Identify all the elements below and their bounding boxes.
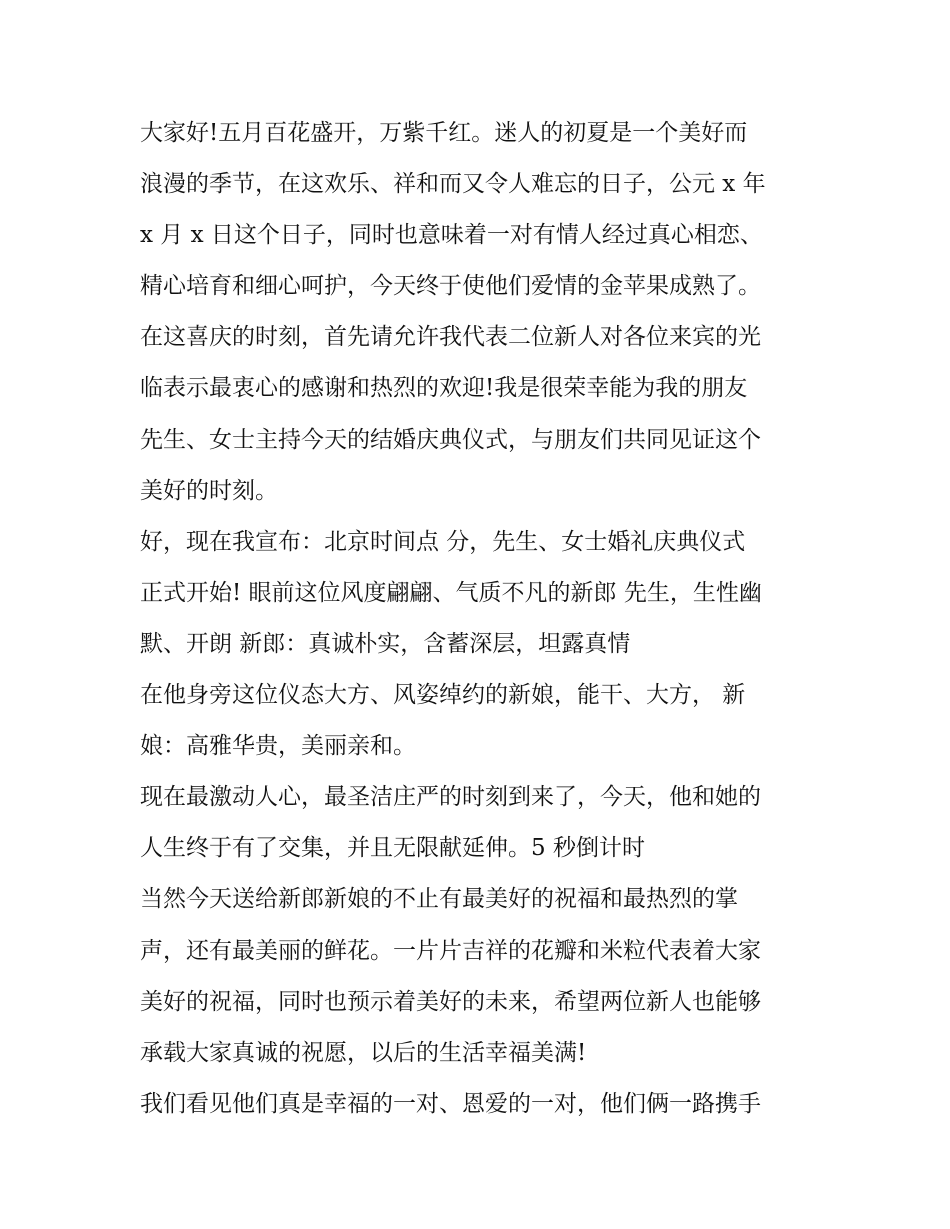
text-line: 人生终于有了交集，并且无限献延伸。5 秒倒计时 (140, 835, 645, 862)
text-line: 娘：高雅华贵，美丽亲和。 (140, 733, 416, 760)
text-line: 现在最激动人心，最圣洁庄严的时刻到来了，今天，他和她的 (140, 784, 761, 811)
text-line: 默、开朗 新郎：真诚朴实，含蓄深层，坦露真情 (140, 630, 631, 657)
body-text (140, 108, 830, 1130)
text-line: 美好的祝福，同时也预示着美好的未来，希望两位新人也能够 (140, 988, 761, 1015)
text-line: 我们看见他们真是幸福的一对、恩爱的一对，他们俩一路携手 (140, 1090, 761, 1117)
text-line: 承载大家真诚的祝愿，以后的生活幸福美满! (140, 1039, 587, 1066)
text-line: 当然今天送给新郎新娘的不止有最美好的祝福和最热烈的掌 (140, 886, 738, 913)
text-line: 在这喜庆的时刻，首先请允许我代表二位新人对各位来宾的光 (140, 324, 761, 351)
text-line: 好，现在我宣布：北京时间点 分，先生、女士婚礼庆典仪式 (140, 528, 746, 555)
text-line: 声，还有最美丽的鲜花。一片片吉祥的花瓣和米粒代表着大家 (140, 937, 761, 964)
text-line: 精心培育和细心呵护，今天终于使他们爱情的金苹果成熟了。 (140, 273, 761, 300)
text-line: 大家好!五月百花盛开，万紫千红。迷人的初夏是一个美好而 (140, 120, 748, 146)
text-line: 临表示最衷心的感谢和热烈的欢迎!我是很荣幸能为我的朋友 (140, 375, 748, 402)
text-line: 在他身旁这位仪态大方、风姿绰约的新娘，能干、大方， 新 (140, 682, 746, 709)
text-line: 美好的时刻。 (140, 477, 278, 504)
text-line: 先生、女士主持今天的结婚庆典仪式，与朋友们共同见证这个 (140, 426, 761, 453)
text-line: x 月 x 日这个日子，同时也意味着一对有情人经过真心相恋、 (140, 222, 763, 249)
text-line: 浪漫的季节，在这欢乐、祥和而又令人难忘的日子，公元 x 年 (140, 171, 766, 198)
text-line: 正式开始! 眼前这位风度翩翩、气质不凡的新郎 先生，生性幽 (140, 579, 762, 606)
